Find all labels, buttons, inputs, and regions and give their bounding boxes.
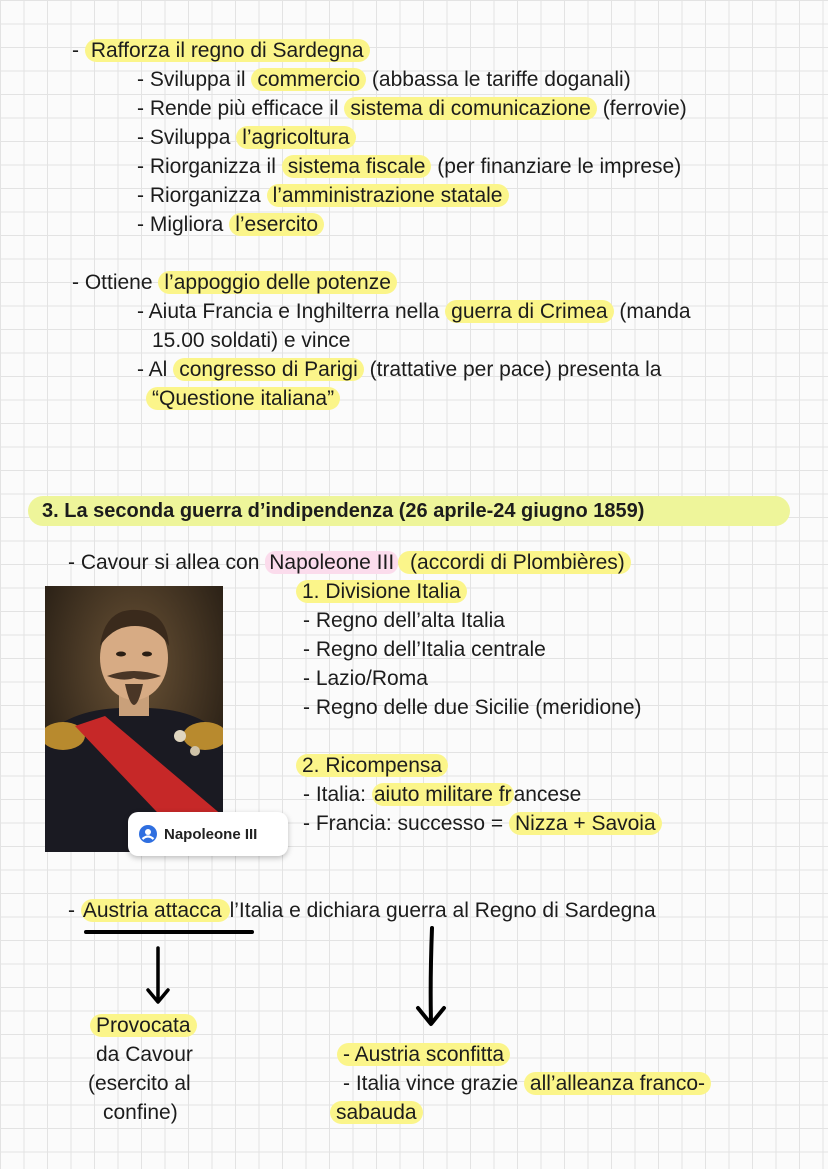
dash: -: [72, 39, 85, 62]
section-title: 3. La seconda guerra d’indipendenza (26 aprile-24 giugno 1859): [42, 500, 645, 522]
highlight-agricoltura: l’agricoltura: [236, 126, 355, 149]
highlight-esercito: l’esercito: [229, 213, 324, 236]
highlight-comunicazione: sistema di comunicazione: [344, 97, 596, 120]
list-item: - Riorganizza il sistema fiscale (per finanziare le imprese): [137, 155, 682, 178]
list-item: - Regno dell’alta Italia: [303, 609, 505, 632]
cavour-line: - Cavour si allea con Napoleone III (accordi di Plombières): [68, 550, 631, 576]
ricompensa-francia: - Francia: successo = Nizza + Savoia: [303, 811, 662, 837]
highlight-plombieres: (accordi di Plombières): [398, 551, 631, 574]
ricompensa-italia: - Italia: aiuto militare francese: [303, 783, 582, 806]
austria-line: - Austria attacca l’Italia e dichiara guerra al Regno di Sardegna: [68, 899, 656, 922]
rafforza-line: [72, 38, 370, 64]
highlight-parigi: congresso di Parigi: [173, 358, 364, 381]
list-item: - Rende più efficace il sistema di comunicazione (ferrovie): [137, 97, 687, 120]
vince-line-2: sabauda: [330, 1100, 423, 1126]
highlight-napoleone: Napoleone III: [265, 551, 398, 574]
crimea-line: - Aiuta Francia e Inghilterra nella guerra di Crimea (manda: [137, 300, 691, 323]
list-item: - Sviluppa il commercio (abbassa le tariffe doganali): [137, 68, 631, 91]
vince-line: - Italia vince grazie all’alleanza franco-: [343, 1071, 711, 1097]
provocata-line: confine): [103, 1101, 178, 1124]
highlight-amministrazione: l’amministrazione statale: [267, 184, 509, 207]
highlight-questione: “Questione italiana”: [146, 387, 340, 410]
list-item: - Riorganizza l’amministrazione statale: [137, 183, 509, 209]
divisione-title: 1. Divisione Italia: [296, 579, 467, 605]
provocata-title: Provocata: [90, 1013, 197, 1039]
sconfitta-line: - Austria sconfitta: [337, 1042, 510, 1068]
parigi-line-2: [146, 386, 340, 412]
highlight-austria-attacca: Austria attacca: [82, 899, 228, 922]
highlight-rafforza: Rafforza il regno di Sardegna: [85, 39, 370, 62]
arrow-right-shaft: [431, 928, 432, 1022]
highlight-fiscale: sistema fiscale: [282, 155, 432, 178]
ottiene-line: - Ottiene l’appoggio delle potenze: [72, 270, 397, 296]
crimea-line-2: 15.00 soldati) e vince: [152, 329, 351, 352]
list-item: - Regno delle due Sicilie (meridione): [303, 696, 642, 719]
photo-caption: Napoleone III: [164, 825, 258, 843]
provocata-line: da Cavour: [96, 1043, 193, 1066]
photo-caption-badge[interactable]: [128, 812, 288, 856]
list-item: - Sviluppa l’agricoltura: [137, 125, 356, 151]
list-item: - Lazio/Roma: [303, 667, 428, 690]
highlight-appoggio: l’appoggio delle potenze: [158, 271, 397, 294]
list-item: - Regno dell’Italia centrale: [303, 638, 546, 661]
ricompensa-title: 2. Ricompensa: [296, 753, 448, 779]
parigi-line: - Al congresso di Parigi (trattative per pace) presenta la: [137, 358, 662, 381]
highlight-crimea: guerra di Crimea: [445, 300, 613, 323]
provocata-line: (esercito al: [88, 1072, 191, 1095]
list-item: - Migliora l’esercito: [137, 212, 324, 238]
highlight-commercio: commercio: [251, 68, 366, 91]
user-icon: [138, 824, 158, 844]
